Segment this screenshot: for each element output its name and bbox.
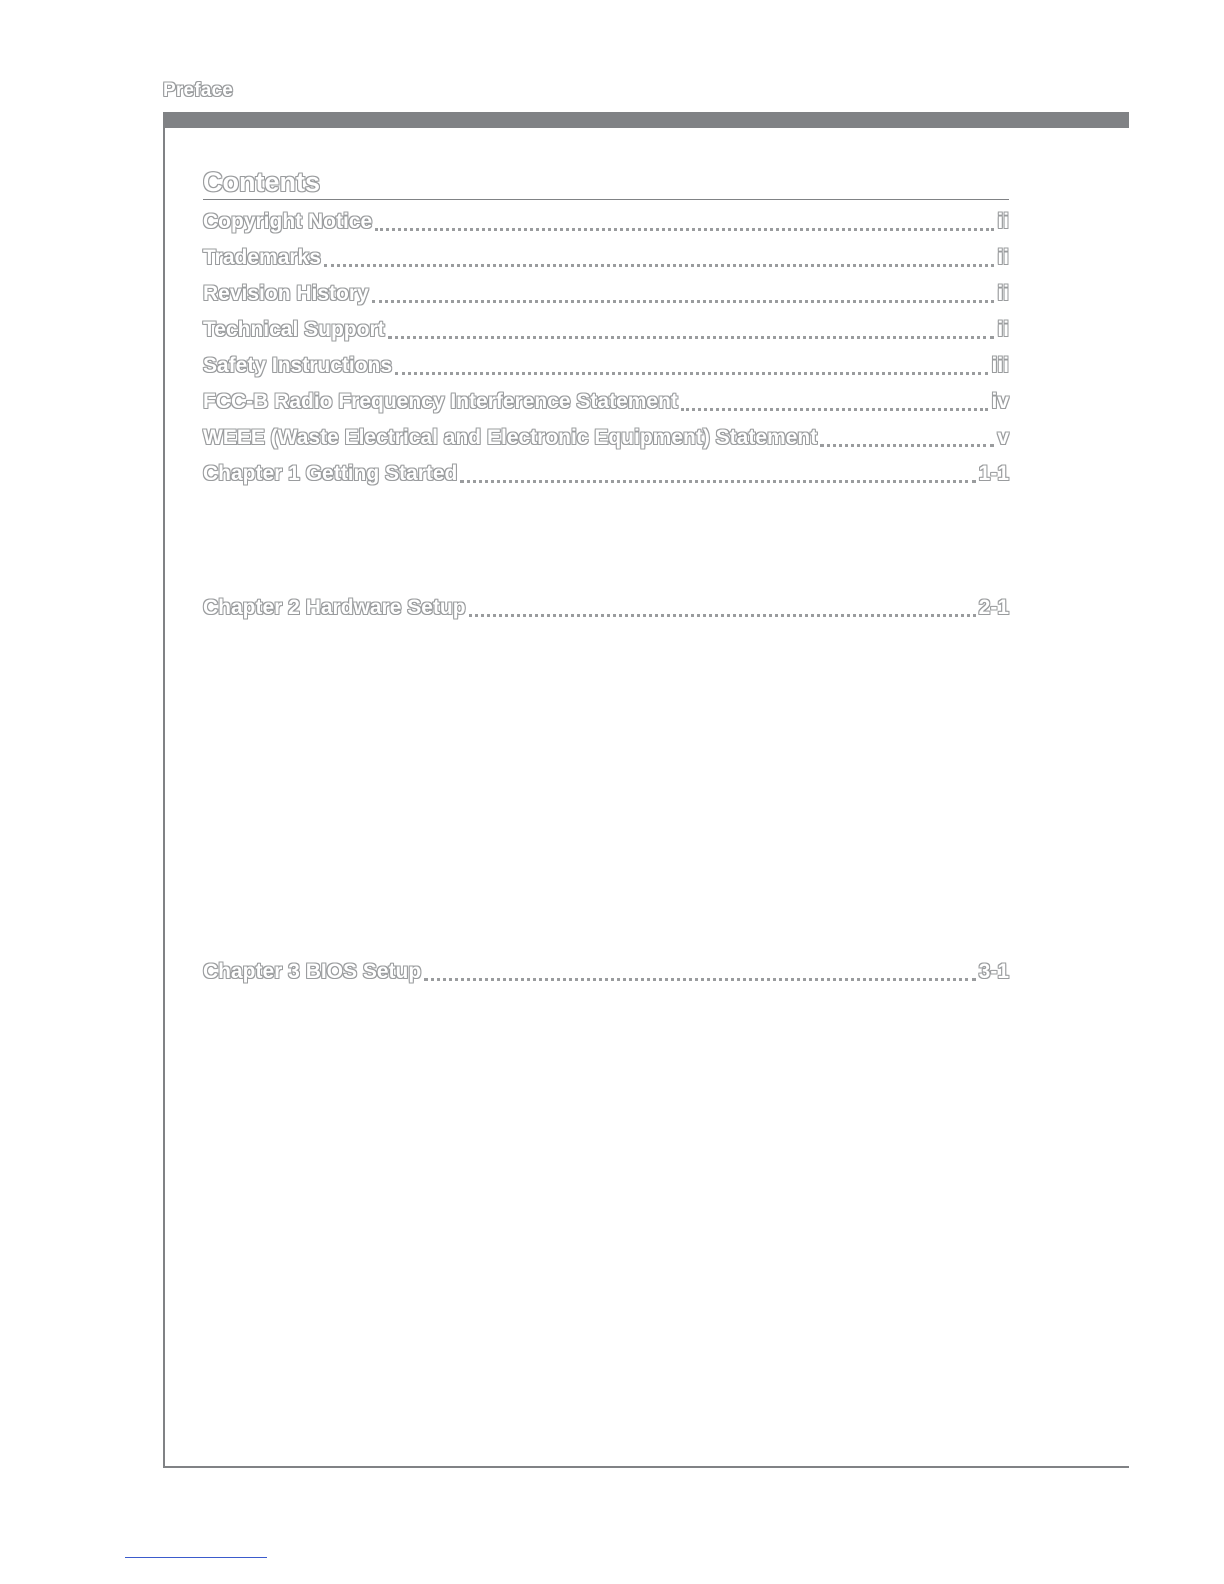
toc-entry-label: Chapter 2 Hardware Setup bbox=[203, 596, 466, 619]
bottom-rule bbox=[163, 1466, 1129, 1468]
toc-leader bbox=[681, 408, 989, 411]
toc-entry-revision-history[interactable] bbox=[203, 277, 1009, 307]
toc-leader bbox=[388, 336, 995, 339]
toc-entry-chapter-2[interactable] bbox=[203, 591, 1009, 621]
toc-leader bbox=[372, 300, 995, 303]
table-of-contents bbox=[203, 165, 1009, 983]
toc-entry-page: iv bbox=[991, 390, 1009, 413]
toc-leader bbox=[375, 228, 994, 231]
toc-leader bbox=[820, 444, 994, 447]
toc-leader bbox=[460, 480, 975, 483]
toc-entry-label: Chapter 1 Getting Started bbox=[203, 462, 458, 485]
toc-entry-label: Revision History bbox=[203, 282, 369, 305]
toc-leader bbox=[469, 614, 976, 617]
toc-entry-page: ii bbox=[997, 282, 1009, 305]
section-header: Preface bbox=[163, 80, 234, 101]
toc-entry-safety-instructions[interactable] bbox=[203, 349, 1009, 379]
toc-entry-label: WEEE (Waste Electrical and Electronic Equipment) Statement bbox=[203, 426, 818, 449]
toc-entry-page: ii bbox=[997, 210, 1009, 233]
toc-entry-copyright-notice[interactable] bbox=[203, 205, 1009, 235]
toc-leader bbox=[424, 978, 975, 981]
toc-entry-label: Safety Instructions bbox=[203, 354, 393, 377]
toc-entry-page: ii bbox=[997, 246, 1009, 269]
footer-link-underline bbox=[125, 1557, 267, 1558]
toc-entry-fcc-statement[interactable] bbox=[203, 385, 1009, 415]
toc-entry-page: ii bbox=[997, 318, 1009, 341]
toc-entry-page: iii bbox=[991, 354, 1009, 377]
toc-entry-label: Technical Support bbox=[203, 318, 385, 341]
toc-entry-chapter-1[interactable] bbox=[203, 457, 1009, 487]
toc-leader bbox=[395, 372, 988, 375]
toc-entry-chapter-3[interactable] bbox=[203, 955, 1009, 985]
toc-entry-page: 2-1 bbox=[978, 596, 1009, 619]
toc-entry-label: FCC-B Radio Frequency Interference Statement bbox=[203, 390, 678, 413]
toc-entry-label: Copyright Notice bbox=[203, 210, 373, 233]
toc-leader bbox=[324, 264, 994, 267]
toc-entry-weee-statement[interactable] bbox=[203, 421, 1009, 451]
top-bar bbox=[163, 112, 1129, 128]
left-rule bbox=[163, 112, 165, 1468]
toc-entry-page: v bbox=[997, 426, 1009, 449]
toc-entry-technical-support[interactable] bbox=[203, 313, 1009, 343]
toc-entry-page: 3-1 bbox=[978, 960, 1009, 983]
toc-entry-label: Chapter 3 BIOS Setup bbox=[203, 960, 422, 983]
toc-entry-label: Trademarks bbox=[203, 246, 321, 269]
toc-entry-trademarks[interactable] bbox=[203, 241, 1009, 271]
toc-entry-page: 1-1 bbox=[978, 462, 1009, 485]
toc-title: Contents bbox=[203, 165, 1009, 200]
